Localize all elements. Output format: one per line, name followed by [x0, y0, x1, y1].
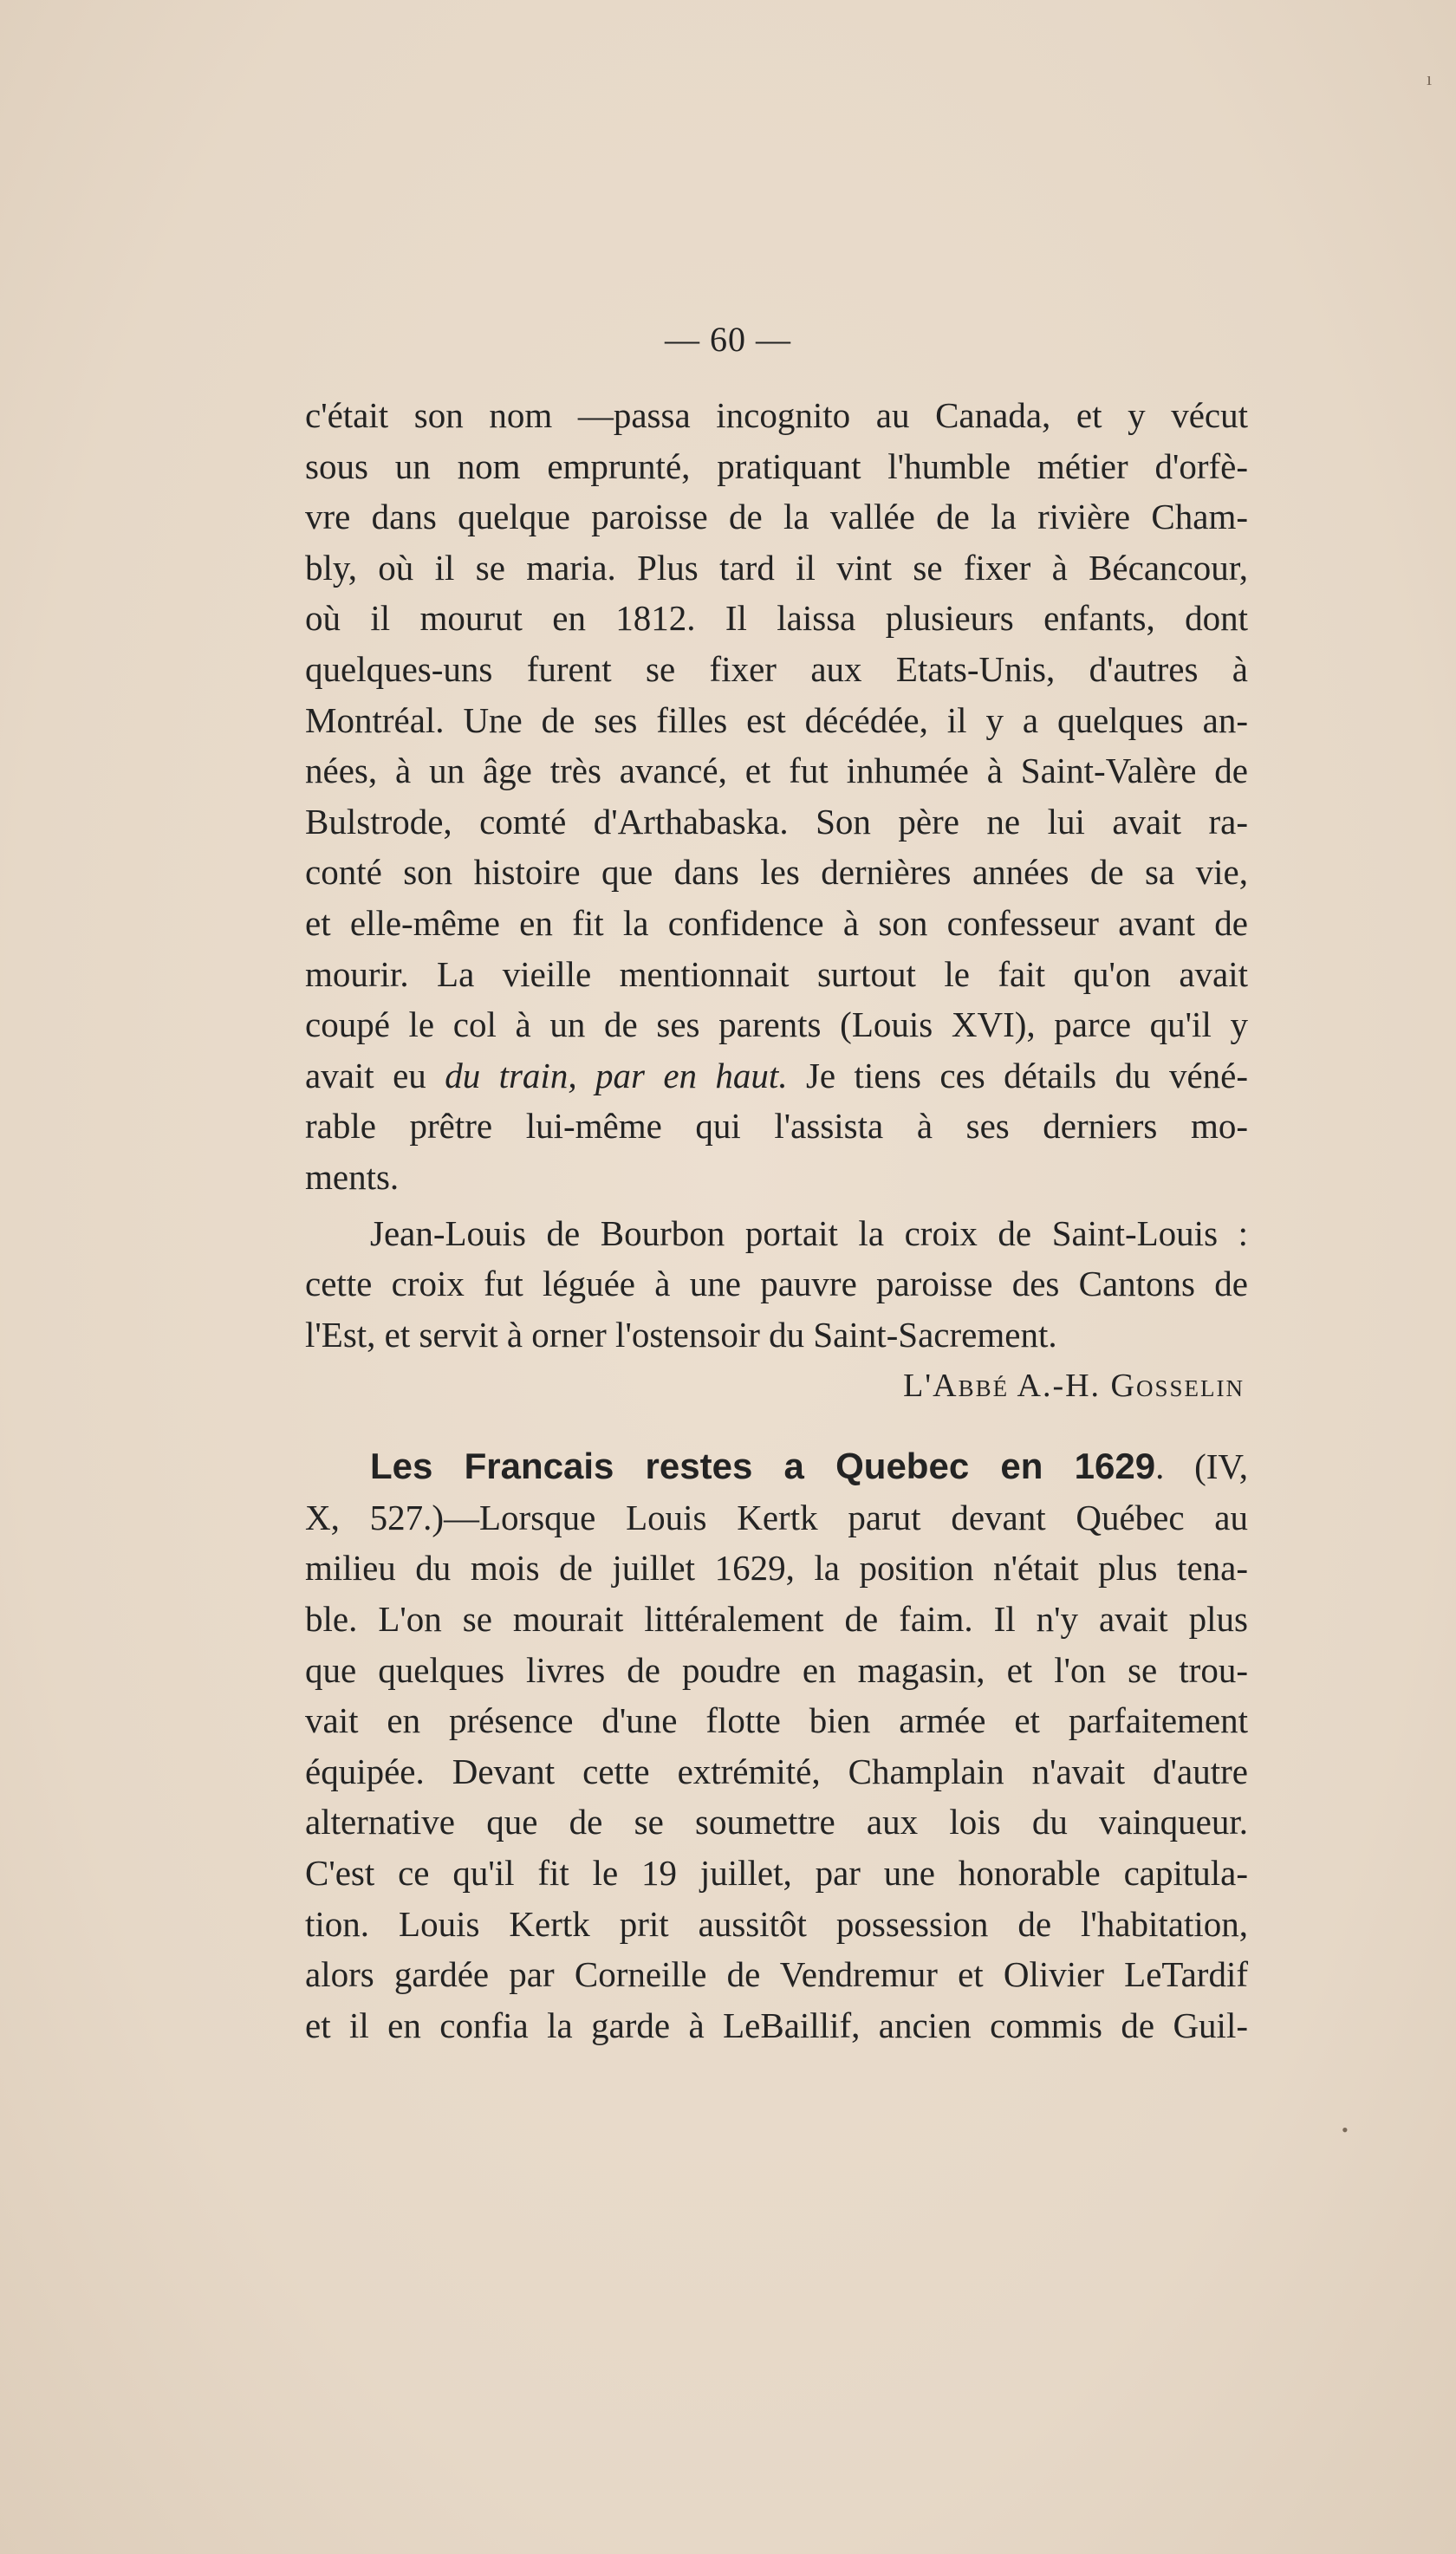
text-line: Bulstrode, comté d'Arthabaska. Son père ne lui avait ra-	[305, 801, 1248, 842]
text-segment: Je tiens ces détails du véné-	[787, 1055, 1248, 1095]
article-title: Les Francais restes a Quebec en 1629	[370, 1446, 1156, 1487]
italic-phrase: du train, par en haut.	[445, 1055, 788, 1095]
text-line: alors gardée par Corneille de Vendremur et Olivier LeTardif	[305, 1954, 1248, 1995]
text-line: ments.	[305, 1156, 400, 1197]
text-line: et elle-même en fit la confidence à son confesseur avant de	[305, 902, 1248, 943]
text-line: conté son histoire que dans les dernières années de sa vie,	[305, 852, 1248, 893]
paragraph-1	[305, 390, 1248, 2050]
text-line: Montréal. Une de ses filles est décédée, il y a quelques an-	[305, 699, 1248, 740]
text-line: sous un nom emprunté, pratiquant l'humble métier d'orfè-	[305, 445, 1248, 486]
text-line: milieu du mois de juillet 1629, la position n'était plus tena-	[305, 1548, 1248, 1589]
text-line: coupé le col à un de ses parents (Louis XVI), parce qu'il y	[305, 1004, 1248, 1045]
text-line: équipée. Devant cette extrémité, Champlain n'avait d'autre	[305, 1751, 1248, 1791]
text-line: rable prêtre lui-même qui l'assista à ses derniers mo-	[305, 1106, 1248, 1147]
text-line: vre dans quelque paroisse de la vallée de la rivière Cham-	[305, 497, 1248, 537]
text-line: mourir. La vieille mentionnait surtout le fait qu'on avait	[305, 953, 1248, 994]
paper-speck: •	[1342, 2119, 1349, 2141]
paper-speck: ı	[1427, 68, 1433, 89]
text-line: nées, à un âge très avancé, et fut inhumée à Saint-Valère de	[305, 751, 1248, 791]
page-number: — 60 —	[665, 320, 791, 359]
text-line: ble. L'on se mourait littéralement de faim. Il n'y avait plus	[305, 1599, 1248, 1640]
text-segment: avait eu	[305, 1055, 445, 1095]
text-line: où il mourut en 1812. Il laissa plusieurs enfants, dont	[305, 598, 1248, 639]
text-line: C'est ce qu'il fit le 19 juillet, par une honorable capitula-	[305, 1853, 1248, 1894]
text-line: vait en présence d'une flotte bien armée et parfaitement	[305, 1700, 1248, 1741]
article-heading-line	[305, 1441, 1248, 1492]
text-line: quelques-uns furent se fixer aux Etats-Unis, d'autres à	[305, 648, 1248, 689]
signature: L'Abbé A.-H. Gosselin	[903, 1368, 1245, 1405]
text-line: bly, où il se maria. Plus tard il vint se fixer à Bécancour,	[305, 547, 1248, 588]
text-line	[305, 1050, 1248, 1102]
text-line: alternative que de se soumettre aux lois du vainqueur.	[305, 1802, 1248, 1842]
text-line: tion. Louis Kertk prit aussitôt possession de l'habitation,	[305, 1903, 1248, 1944]
text-line: c'était son nom —passa incognito au Canada, et y vécut	[305, 395, 1248, 435]
text-line: l'Est, et servit à orner l'ostensoir du Saint-Sacrement.	[305, 1314, 1057, 1355]
text-line: Jean-Louis de Bourbon portait la croix de Saint-Louis :	[370, 1212, 1248, 1253]
text-line: X, 527.)—Lorsque Louis Kertk parut devant Québec au	[305, 1497, 1248, 1537]
text-line: que quelques livres de poudre en magasin, et l'on se trou-	[305, 1649, 1248, 1690]
article-reference: . (IV,	[1155, 1446, 1248, 1487]
text-line: cette croix fut léguée à une pauvre paroisse des Cantons de	[305, 1264, 1248, 1304]
text-line: et il en confia la garde à LeBaillif, ancien commis de Guil-	[305, 2005, 1248, 2045]
